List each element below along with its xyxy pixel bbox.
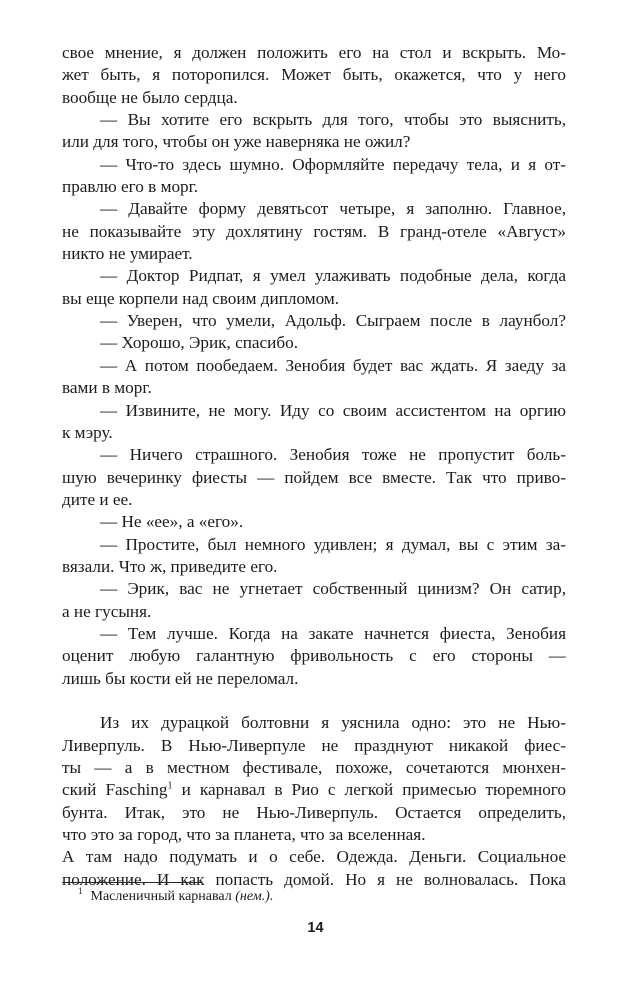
text-line: свое мнение, я должен положить его на стол и вскрыть. Мо- [62, 43, 566, 62]
text-line: а не гусыня. [62, 601, 152, 621]
text-line: ты — а в местном фестивале, похоже, сочетаются мюнхен- [62, 758, 566, 778]
text-line: бунта. Итак, это не Нью-Ливерпуль. Остается определить, [62, 802, 566, 822]
text-line: никто не умирает. [62, 244, 193, 264]
text-line: — Тем лучше. Когда на закате начнется фиеста, Зенобия [100, 623, 566, 643]
footnote-text: Масленичный карнавал [90, 889, 236, 904]
text-line: А там надо подумать и о себе. Одежда. Деньги. Социальное [62, 847, 566, 867]
text-line: шую вечеринку фиесты — пойдем все вместе. Так что приво- [62, 467, 566, 487]
text-line: — Ничего страшного. Зенобия тоже не пропустит боль- [100, 445, 566, 465]
text-line: вообще не было сердца. [62, 87, 238, 107]
text-line: Ливерпуль. В Нью-Ливерпуле не празднуют никакой фиес- [62, 735, 566, 755]
text-line: — Что-то здесь шумно. Оформляйте передачу тела, и я от- [100, 154, 566, 174]
text-line: — Доктор Ридпат, я умел улаживать подобные дела, когда [100, 266, 566, 286]
text-line: вами в морг. [62, 378, 152, 398]
text-line: — Вы хотите его вскрыть для того, чтобы это выяснить, [100, 110, 566, 130]
footnote-mark: 1 [78, 886, 83, 897]
text-run: и карнавал в Рио с легкой примесью тюремного [172, 780, 566, 800]
text-line: — Извините, не могу. Иду со своим ассистентом на оргию [100, 400, 566, 420]
page-number: 14 [307, 920, 324, 936]
text-line: — Хорошо, Эрик, спасибо. [100, 333, 299, 353]
text-line: оценит любую галантную фривольность с его стороны — [62, 646, 566, 666]
text-line: — А потом пообедаем. Зенобия будет вас ждать. Я заеду за [100, 355, 566, 375]
text-line: — Давайте форму девятьсот четыре, я заполню. Главное, [100, 199, 566, 219]
body-text [62, 42, 566, 891]
text-line: жет быть, я поторопился. Может быть, окажется, что у него [62, 65, 566, 85]
text-line: правлю его в морг. [62, 177, 199, 197]
text-line [62, 779, 566, 801]
text-line: — Эрик, вас не угнетает собственный цинизм? Он сатир, [100, 579, 566, 599]
text-line: лишь бы кости ей не переломал. [62, 668, 299, 688]
fasching-text: ский Fasching [62, 780, 168, 800]
text-line: не показывайте эту дохлятину гостям. В гранд-отеле «Август» [62, 221, 566, 241]
text-line: дите и ее. [62, 489, 133, 509]
footnote-divider [62, 882, 202, 883]
text-line: положение. И как попасть домой. Но я не волновалась. Пока [62, 869, 566, 889]
text-line: Из их дурацкой болтовни я уяснила одно: это не Нью- [100, 713, 566, 733]
footnote [78, 888, 558, 906]
text-line: к мэру. [62, 422, 113, 442]
text-line: или для того, чтобы он уже наверняка не ожил? [62, 132, 411, 152]
text-line: вязали. Что ж, приведите его. [62, 556, 278, 576]
footnote-language-note: (нем.). [235, 889, 274, 904]
text-line: что это за город, что за планета, что за вселенная. [62, 825, 426, 845]
text-line: вы еще корпели над своим дипломом. [62, 288, 340, 308]
text-line: — Уверен, что умели, Адольф. Сыграем после в лаунбол? [100, 311, 566, 331]
text-line: — Простите, был немного удивлен; я думал, вы с этим за- [100, 534, 566, 554]
paragraph-gap [62, 690, 566, 712]
text-line: — Не «ее», а «его». [100, 512, 244, 532]
footnote-reference[interactable]: 1 [167, 780, 173, 792]
